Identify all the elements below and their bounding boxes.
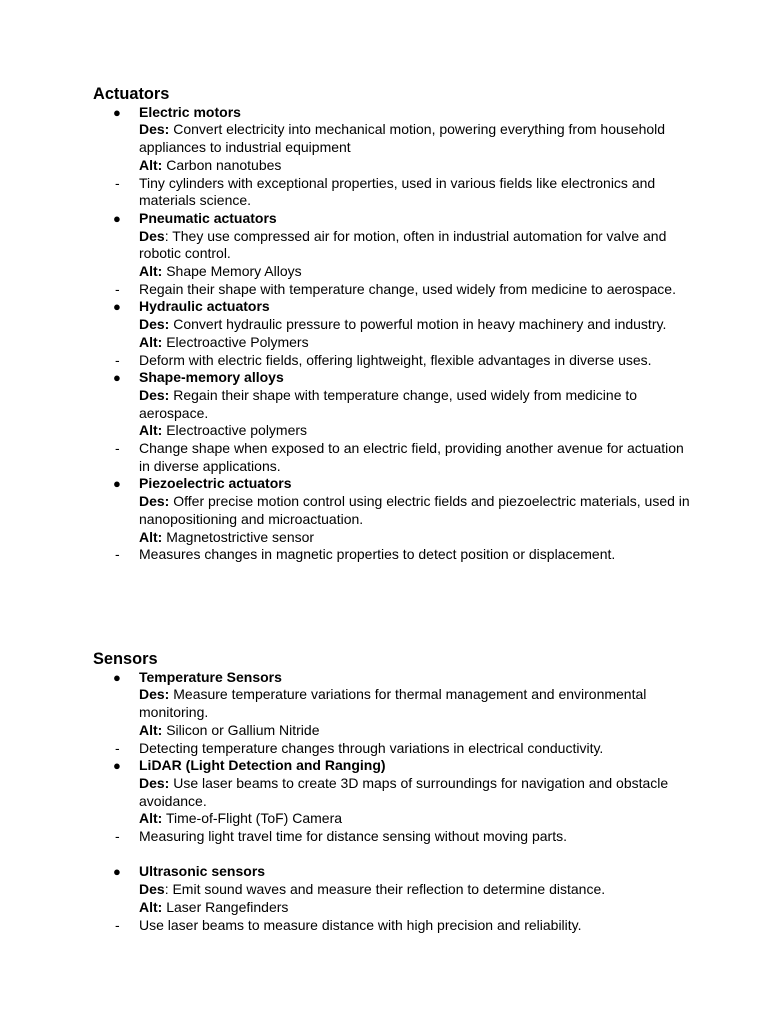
alt-label: Alt: — [139, 422, 163, 439]
bullet-icon: ● — [113, 370, 121, 386]
list-item — [93, 210, 693, 281]
bullet-icon: ● — [113, 299, 121, 315]
bullet-icon: ● — [113, 104, 121, 120]
alternative-line — [139, 899, 693, 917]
description-line — [139, 228, 693, 263]
alternative-line — [139, 334, 693, 352]
des-label: Des: — [139, 386, 170, 403]
description-line — [139, 316, 693, 334]
sub-item-text: Use laser beams to measure distance with high precision and reliability. — [139, 916, 582, 933]
list-item — [93, 669, 693, 740]
item-title: Ultrasonic sensors — [139, 863, 266, 880]
description-line — [139, 493, 693, 528]
dash-icon: - — [115, 828, 120, 845]
alt-label: Alt: — [139, 333, 163, 350]
description-line — [139, 881, 693, 899]
bullet-icon: ● — [113, 476, 121, 492]
alternative-line — [139, 810, 693, 828]
sub-item-text: Regain their shape with temperature change, used widely from medicine to aerospace. — [139, 280, 676, 297]
des-label: Des: — [139, 316, 170, 333]
alt-text: Carbon nanotubes — [162, 156, 282, 173]
des-text: : They use compressed air for motion, often in industrial automation for valve and robotic control. — [139, 227, 667, 262]
des-label: Des — [139, 881, 165, 898]
des-text: Measure temperature variations for thermal management and environmental monitoring. — [139, 686, 647, 721]
des-label: Des: — [139, 121, 170, 138]
des-text: Convert hydraulic pressure to powerful motion in heavy machinery and industry. — [169, 316, 667, 333]
bullet-icon: ● — [113, 669, 121, 685]
sub-item-text: Detecting temperature changes through variations in electrical conductivity. — [139, 739, 604, 756]
alt-text: Magnetostrictive sensor — [162, 528, 315, 545]
alt-text: Electroactive Polymers — [162, 333, 309, 350]
description-line — [139, 775, 693, 810]
item-title: Hydraulic actuators — [139, 298, 270, 315]
dash-icon: - — [115, 280, 120, 297]
sub-item-text: Measures changes in magnetic properties to detect position or displacement. — [139, 546, 616, 563]
alt-label: Alt: — [139, 528, 163, 545]
alternative-line — [139, 529, 693, 547]
des-text: Use laser beams to create 3D maps of surroundings for navigation and obstacle avoidance. — [139, 774, 669, 809]
list-item — [93, 104, 693, 175]
dash-icon: - — [115, 739, 120, 756]
section-title: Sensors — [93, 650, 158, 668]
sub-item — [93, 352, 693, 370]
description-line — [139, 121, 693, 156]
des-text: : Emit sound waves and measure their reflection to determine distance. — [164, 881, 606, 898]
alternative-line — [139, 422, 693, 440]
list-item — [93, 475, 693, 546]
sub-item-text: Deform with electric fields, offering lightweight, flexible advantages in diverse uses. — [139, 351, 652, 368]
sub-item-text: Tiny cylinders with exceptional properties, used in various fields like electronics and materials science. — [139, 174, 656, 209]
sub-item — [93, 281, 693, 299]
item-title: Pneumatic actuators — [139, 209, 277, 226]
item-title: Piezoelectric actuators — [139, 475, 292, 492]
dash-icon: - — [115, 174, 120, 191]
des-text: Regain their shape with temperature change, used widely from medicine to aerospace. — [139, 386, 638, 421]
alternative-line — [139, 263, 693, 281]
des-text: Offer precise motion control using electric fields and piezoelectric materials, used in nanopositioning and microactuation. — [139, 493, 690, 527]
description-line — [139, 387, 693, 422]
item-title: Temperature Sensors — [139, 668, 282, 685]
dash-icon: - — [115, 351, 120, 368]
alt-label: Alt: — [139, 263, 163, 280]
section-actuators — [93, 86, 693, 564]
bullet-icon: ● — [113, 210, 121, 226]
item-title: LiDAR (Light Detection and Ranging) — [139, 757, 386, 774]
des-label: Des: — [139, 686, 170, 703]
dash-icon: - — [115, 916, 120, 933]
alt-text: Time-of-Flight (ToF) Camera — [162, 810, 343, 827]
des-label: Des — [139, 227, 165, 244]
sub-item — [93, 828, 693, 846]
alternative-line — [139, 157, 693, 175]
list-item — [93, 369, 693, 440]
alt-text: Laser Rangefinders — [162, 898, 289, 915]
alt-text: Electroactive polymers — [162, 422, 308, 439]
section-title: Actuators — [93, 85, 170, 103]
alt-text: Silicon or Gallium Nitride — [162, 721, 320, 738]
description-line — [139, 686, 693, 721]
sub-item — [93, 175, 693, 210]
des-text: Convert electricity into mechanical motion, powering everything from household appliances to industrial equipment — [139, 121, 666, 156]
item-title: Shape-memory alloys — [139, 369, 284, 386]
alternative-line — [139, 722, 693, 740]
sub-item — [93, 440, 693, 475]
list-item — [93, 757, 693, 828]
item-list — [93, 669, 693, 935]
alt-text: Shape Memory Alloys — [162, 263, 302, 280]
bullet-icon: ● — [113, 758, 121, 774]
item-title: Electric motors — [139, 103, 241, 120]
alt-label: Alt: — [139, 156, 163, 173]
alt-label: Alt: — [139, 721, 163, 738]
sub-item — [93, 917, 693, 935]
alt-label: Alt: — [139, 810, 163, 827]
spacer — [93, 846, 693, 864]
sub-item — [93, 740, 693, 758]
list-item — [93, 863, 693, 916]
dash-icon: - — [115, 546, 120, 563]
des-label: Des: — [139, 493, 170, 510]
section-sensors — [93, 651, 693, 934]
bullet-icon: ● — [113, 864, 121, 880]
des-label: Des: — [139, 774, 170, 791]
sub-item-text: Change shape when exposed to an electric field, providing another avenue for actuation in diverse applications. — [139, 440, 684, 474]
sub-item-text: Measuring light travel time for distance sensing without moving parts. — [139, 828, 567, 845]
list-item — [93, 298, 693, 351]
sub-item — [93, 546, 693, 564]
alt-label: Alt: — [139, 898, 163, 915]
item-list — [93, 104, 693, 564]
dash-icon: - — [115, 440, 120, 457]
